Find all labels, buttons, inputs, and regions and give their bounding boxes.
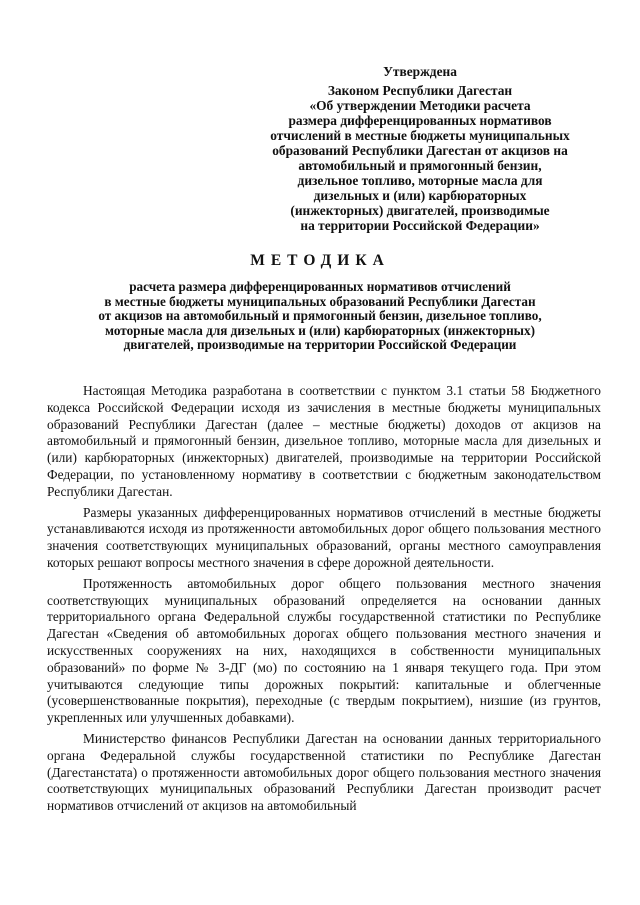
approval-line: автомобильный и прямогонный бензин, bbox=[298, 158, 542, 173]
document-body bbox=[47, 383, 601, 819]
body-paragraph: Размеры указанных дифференцированных нормативов отчислений в местные бюджеты устанавливаются исходя из протяженности автомобильных дорог общего пользования местного значения соответствующих муниципальных образований, органы местного самоуправления которых решают вопросы местного значения в сфере дорожной деятельности. bbox=[47, 504, 601, 570]
body-paragraph: Протяженность автомобильных дорог общего пользования местного значения соответствующих муниципальных образований определяется на основании данных территориального органа Федеральной службы государственной статистики по Республике Дагестан «Сведения об автомобильных дорогах общего пользования местного значения и искусственных сооружениях на них, находящихся в собственности муниципальных образований» по форме № 3-ДГ (мо) по состоянию на 1 января текущего года. При этом учитываются следующие типы дорожных покрытий: капитальные и облегченные (усовершенствованные покрытия), переходные (с твердым покрытием), низшие (из грунтов, укрепленных или улучшенных добавками). bbox=[47, 575, 601, 726]
approval-line: дизельное топливо, моторные масла для bbox=[297, 173, 543, 188]
approval-heading: Утверждена bbox=[383, 64, 457, 79]
approval-line: (инжекторных) двигателей, производимые bbox=[290, 203, 550, 218]
approval-line: отчислений в местные бюджеты муниципальных bbox=[270, 128, 570, 143]
approval-line: дизельных и (или) карбюраторных bbox=[313, 188, 527, 203]
approval-line: образований Республики Дагестан от акцизов на bbox=[272, 143, 568, 158]
subtitle-line: от акцизов на автомобильный и прямогонный бензин, дизельное топливо, bbox=[98, 308, 542, 324]
subtitle-line: в местные бюджеты муниципальных образований Республики Дагестан bbox=[104, 293, 536, 309]
document-title: МЕТОДИКА bbox=[250, 252, 390, 269]
approval-line: размера дифференцированных нормативов bbox=[288, 113, 552, 128]
approval-line: «Об утверждении Методики расчета bbox=[309, 98, 531, 113]
subtitle-line: расчета размера дифференцированных нормативов отчислений bbox=[129, 279, 511, 294]
body-paragraph: Настоящая Методика разработана в соответствии с пунктом 3.1 статьи 58 Бюджетного кодекса Российской Федерации исходя из зачисления в местные бюджеты муниципальных образований Республики Дагестан (далее – местные бюджеты) доходов от акцизов на автомобильный и прямогонный бензин, дизельное топливо, моторные масла для дизельных и (или) карбюраторных (инжекторных) двигателей, производимые на территории Российской Федерации, по установленному нормативу в соответствии с бюджетным законодательством Республики Дагестан. bbox=[47, 383, 601, 499]
body-paragraph: Министерство финансов Республики Дагестан на основании данных территориального органа Федеральной службы государственной статистики по Республике Дагестан (Дагестанстата) о протяженности автомобильных дорог общего пользования местного значения соответствующих муниципальных образований Республики Дагестан производит расчет нормативов отчислений от акцизов на автомобильный bbox=[47, 730, 601, 814]
approval-line: Законом Республики Дагестан bbox=[327, 83, 513, 98]
subtitle-line: моторные масла для дизельных и (или) карбюраторных (инжекторных) bbox=[105, 322, 535, 338]
document-subtitle bbox=[30, 280, 610, 353]
subtitle-line: двигателей, производимые на территории Российской Федерации bbox=[123, 337, 517, 353]
approval-block bbox=[250, 64, 590, 233]
approval-line: на территории Российской Федерации» bbox=[300, 218, 540, 233]
